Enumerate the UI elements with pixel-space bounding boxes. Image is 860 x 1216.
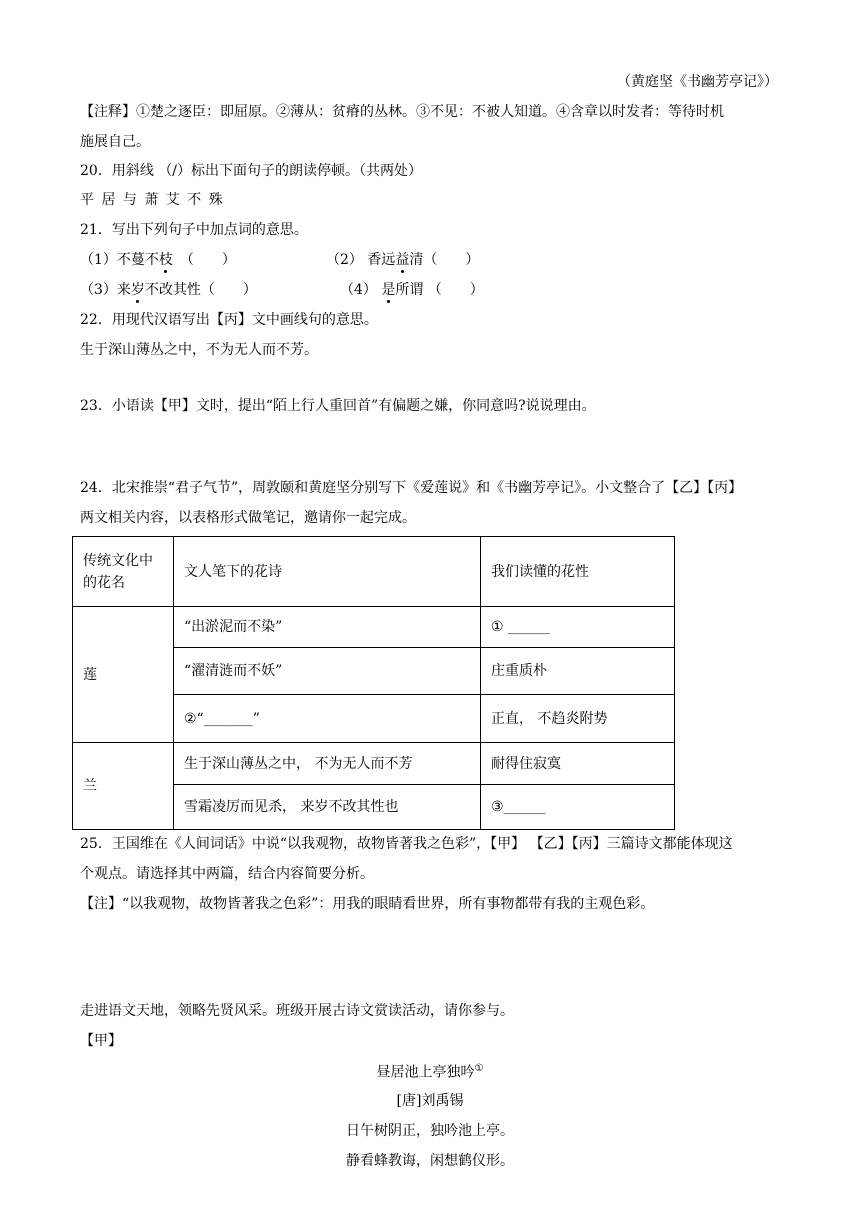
poem-line-1: 日午树阴正，独吟池上亭。: [346, 1123, 514, 1139]
item-text: （2） 香远: [326, 252, 396, 268]
poem-cell: 雪霜凌厉而见杀， 来岁不改其性也: [174, 785, 481, 830]
answer-blank: 不改其性（ ）: [144, 282, 257, 298]
flower-lotus: 莲: [73, 607, 174, 743]
answer-cell-1: ① ______: [481, 607, 675, 648]
answer-cell-3: ③______: [481, 785, 675, 830]
poem-line-2: 静看蜂教诲，闲想鹤仪形。: [346, 1153, 514, 1169]
poem-cell: 生于深山薄丛之中， 不为无人而不芳: [174, 743, 481, 785]
dotted-word: 枝: [158, 252, 173, 268]
table-header-row: [73, 537, 675, 607]
answer-blank: 清（ ）: [409, 252, 480, 268]
item-text: （1）不蔓不: [80, 252, 159, 268]
item-text: （4）: [340, 282, 382, 298]
dotted-word: 是: [381, 282, 396, 298]
question-21-item-3: [80, 280, 257, 300]
question-25-note: 【注】“以我观物，故物皆著我之色彩”：用我的眼睛看世界，所有事物都带有我的主观色彩。: [80, 896, 655, 912]
question-20-sentence: 平 居 与 萧 艾 不 殊: [80, 192, 223, 208]
answer-blank: 所谓 （ ）: [395, 282, 484, 298]
header-character: 我们读懂的花性: [481, 537, 675, 607]
dotted-word: 岁: [130, 282, 145, 298]
section-label-jia: 【甲】: [80, 1033, 122, 1049]
poem-title: [0, 1059, 860, 1083]
header-poem: 文人笔下的花诗: [174, 537, 481, 607]
question-21-stem: 21．写出下列句子中加点词的意思。: [80, 222, 308, 238]
source-citation: （黄庭坚《书幽芳亭记》）: [617, 74, 778, 90]
question-20-stem: 20．用斜线 （/）标出下面句子的朗读停顿。（共两处）: [80, 163, 422, 179]
poem-title-text: 昼居池上亭独吟: [376, 1064, 475, 1081]
header-text: 传统文化中: [83, 552, 153, 569]
table-row: [73, 607, 675, 648]
question-21-item-1: [80, 250, 236, 270]
header-text: 的花名: [83, 574, 125, 591]
footnote-mark: ①: [474, 1063, 484, 1074]
flower-orchid: 兰: [73, 743, 174, 830]
question-22-stem: 22．用现代汉语写出【丙】文中画线句的意思。: [80, 312, 378, 328]
flower-notes-table: [72, 536, 675, 830]
question-24-line-1: 24．北宋推崇“君子气节”，周敦颐和黄庭坚分别写下《爱莲说》和《书幽芳亭记》。小文整合了【乙】【丙】: [80, 480, 743, 496]
question-22-sentence: 生于深山薄丛之中，不为无人而不芳。: [80, 342, 318, 358]
question-24-line-2: 两文相关内容，以表格形式做笔记，邀请你一起完成。: [80, 510, 416, 526]
annotation-line-1: 【注释】①楚之逐臣：即屈原。②薄从：贫瘠的丛林。③不见：不被人知道。④含章以时发者：等待时机: [80, 104, 724, 120]
question-25-line-1: 25．王国维在《人间词话》中说“以我观物，故物皆著我之色彩”，【甲】 【乙】【丙】三篇诗文都能体现这: [80, 836, 733, 852]
poem-cell: “出淤泥而不染”: [174, 607, 481, 648]
question-23-stem: 23．小语读【甲】文时，提出“陌上行人重回首”有偏题之嫌，你同意吗?说说理由。: [80, 398, 596, 414]
question-21-item-2: [326, 250, 479, 270]
section-intro: 走进语文天地，领略先贤风采。班级开展古诗文赏读活动，请你参与。: [80, 1003, 514, 1019]
annotation-line-2: 施展自己。: [80, 134, 150, 150]
character-cell: 正直， 不趋炎附势: [481, 695, 675, 743]
answer-blank: （ ）: [172, 252, 236, 268]
question-21-item-4: [340, 280, 484, 300]
item-text: （3）来: [80, 282, 131, 298]
character-cell: 庄重质朴: [481, 648, 675, 695]
table-row: [73, 743, 675, 785]
poem-cell: “濯清涟而不妖”: [174, 648, 481, 695]
question-25-line-2: 个观点。请选择其中两篇，结合内容简要分析。: [80, 866, 374, 882]
poem-author: [唐]刘禹锡: [396, 1093, 464, 1109]
character-cell: 耐得住寂寞: [481, 743, 675, 785]
header-flower-name: [73, 537, 174, 607]
answer-cell-2: ②“_______”: [174, 695, 481, 743]
dotted-word: 益: [395, 252, 410, 268]
